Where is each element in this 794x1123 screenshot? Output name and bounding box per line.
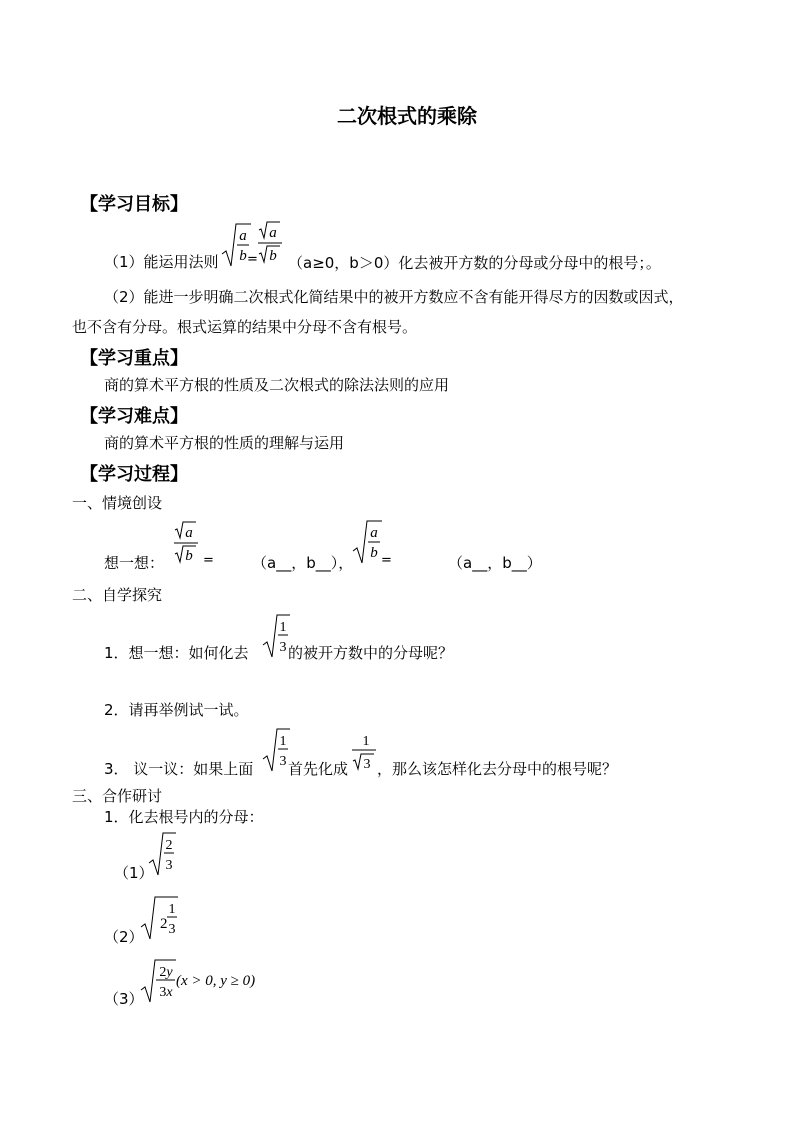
formula-sqrt-2-and-1-third [140,895,180,941]
svg-text:a: a [239,228,247,244]
svg-text:2: 2 [165,838,173,853]
problem-1-label: （1） [114,864,154,882]
svg-text:3: 3 [363,757,371,772]
svg-text:3x: 3x [159,985,173,1000]
difficulty-text: 商的算术平方根的性质的理解与运用 [104,434,345,452]
formula-sqrt-2y-over-3x [140,958,176,1004]
formula-sqrt-a-over-sqrt-b-2 [174,520,200,566]
part-2-title: 二、自学探究 [72,586,163,604]
svg-text:1: 1 [362,734,370,749]
problem-2-label: （2） [104,928,144,946]
section-heading-process: 【学习过程】 [80,464,188,485]
goal-2-line-1: （2）能进一步明确二次根式化简结果中的被开方数应不含有能开得尽方的因数或因式， [104,288,684,306]
svg-text:3: 3 [165,858,173,873]
question-1-prefix: 1．想一想：如何化去 [104,644,249,662]
task-1: 1．化去根号内的分母： [104,808,264,826]
svg-text:3: 3 [279,754,287,769]
question-3-suffix: ，那么该怎样化去分母中的根号呢？ [377,760,618,778]
question-3-prefix: 3． 议一议：如果上面 [104,760,254,778]
svg-text:3: 3 [168,922,176,937]
question-3-mid: 首先化成 [288,760,349,778]
focus-text: 商的算术平方根的性质及二次根式的除法法则的应用 [104,376,450,394]
goal-1-equals: = [247,252,258,267]
problem-3-condition: (x > 0, y ≥ 0) [176,973,256,989]
formula-1-over-sqrt-3 [352,731,378,773]
goal-2-line-2: 也不含有分母。根式运算的结果中分母不含有根号。 [72,318,418,336]
svg-text:2: 2 [160,916,168,932]
svg-text:a: a [370,525,378,541]
svg-text:2y: 2y [159,965,173,980]
svg-text:b: b [370,545,378,561]
svg-text:b: b [239,248,247,264]
formula-sqrt-1-over-3-b [262,727,290,773]
section-heading-difficulty: 【学习难点】 [80,406,188,427]
svg-text:3: 3 [279,640,287,655]
goal-1-condition: （a≥0，b＞0）化去被开方数的分母或分母中的根号；。 [288,254,661,272]
part-1-title: 一、情境创设 [72,494,163,512]
formula-sqrt-2-over-3 [148,831,176,877]
problem-3-label: （3） [104,990,144,1008]
svg-text:a: a [269,225,277,241]
formula-sqrt-1-over-3 [262,613,290,659]
think-equals-2: = [381,553,392,568]
section-heading-focus: 【学习重点】 [80,348,188,369]
think-condition-2: （a__，b__） [448,554,542,572]
svg-text:1: 1 [279,734,287,749]
goal-1-prefix: （1）能运用法则 [104,253,219,271]
think-condition-1: （a__，b__）， [252,554,354,572]
think-equals-1: = [203,553,214,568]
think-label: 想一想： [104,554,165,572]
question-1-suffix: 的被开方数中的分母呢？ [288,644,454,662]
svg-text:a: a [185,525,193,541]
part-3-title: 三、合作研讨 [72,787,163,805]
formula-sqrt-a-over-b-2 [352,519,382,565]
formula-sqrt-a-over-sqrt-b [258,220,284,266]
svg-text:b: b [185,548,193,564]
page-title: 二次根式的乘除 [337,104,477,128]
section-heading-goals: 【学习目标】 [80,194,188,215]
svg-text:1: 1 [168,902,176,917]
svg-text:b: b [269,248,277,264]
question-2: 2．请再举例试一试。 [104,701,249,719]
svg-text:1: 1 [279,620,287,635]
